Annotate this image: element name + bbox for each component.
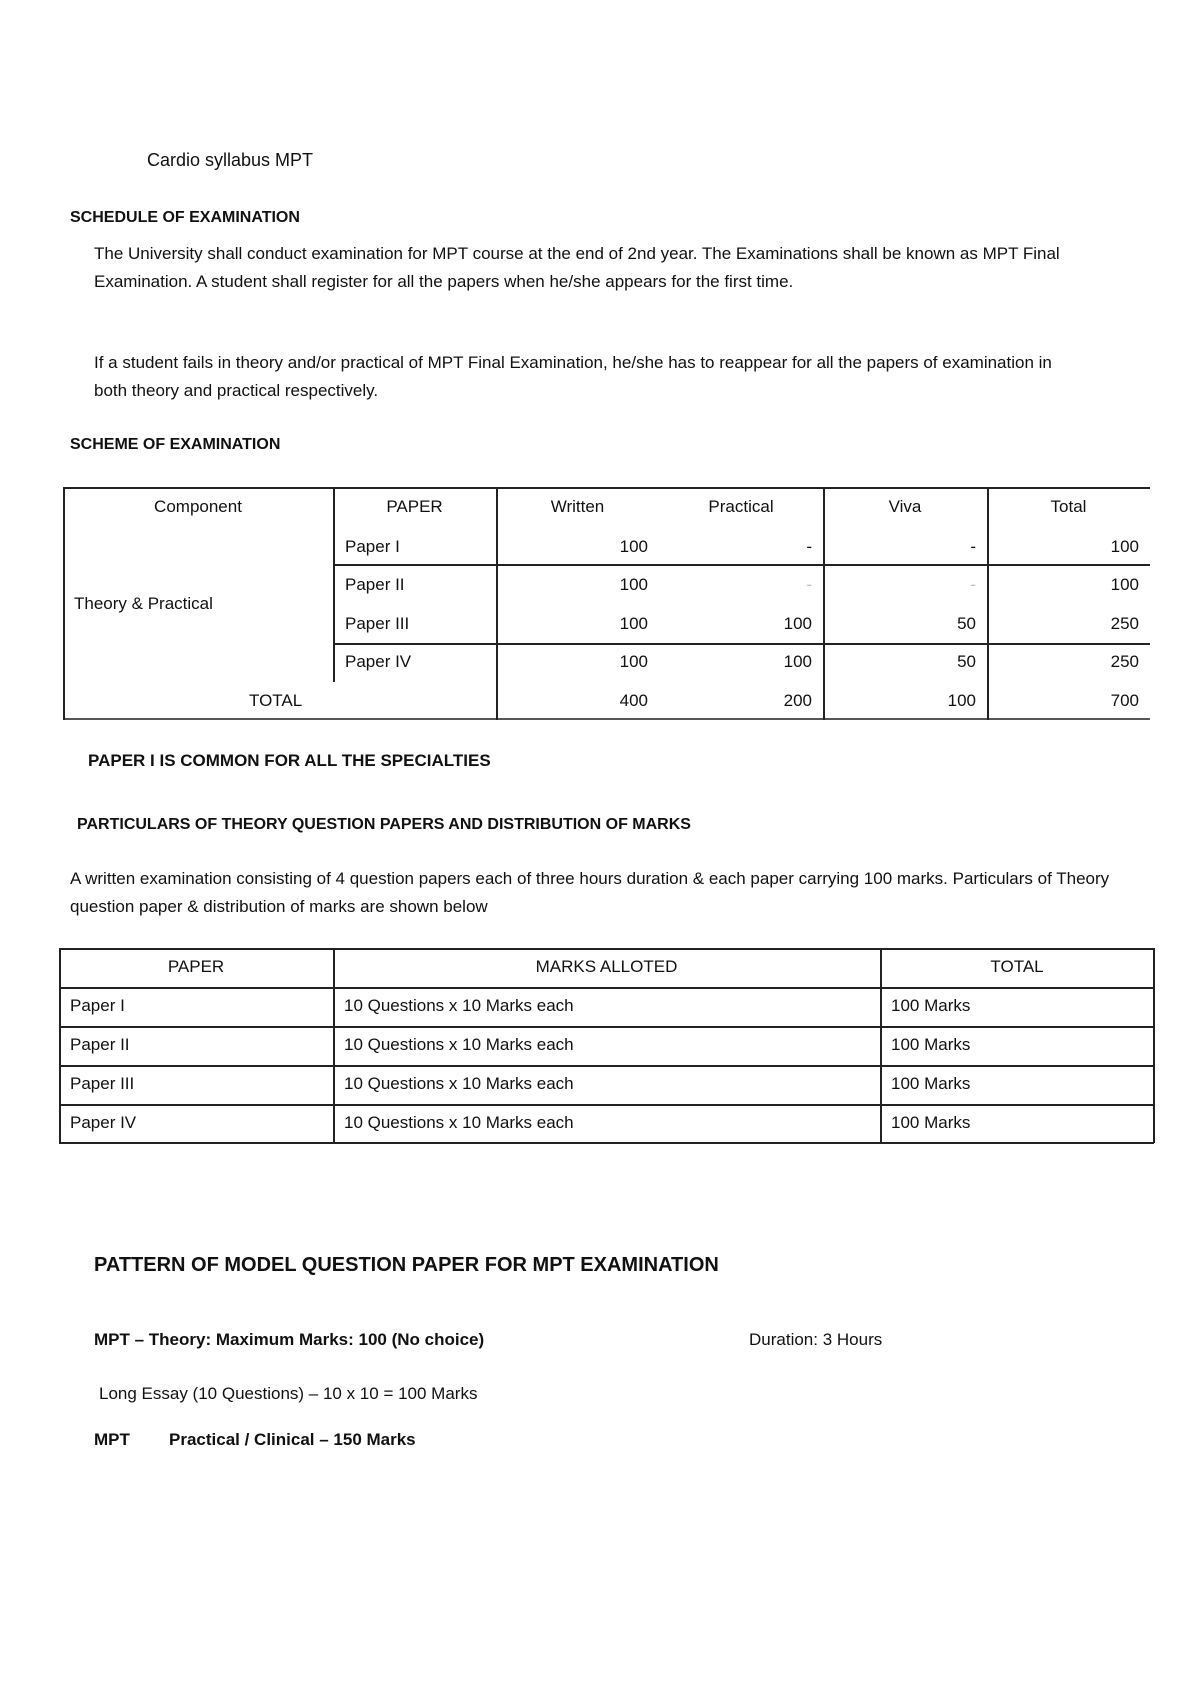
- total-total: 700: [1110, 691, 1139, 710]
- practical-cell: 100: [783, 614, 812, 633]
- table-border: [333, 564, 1150, 566]
- total-cell: 100 Marks: [891, 1035, 971, 1054]
- scheme-heading: SCHEME OF EXAMINATION: [70, 436, 281, 453]
- practical-cell: -: [806, 537, 812, 556]
- table-border: [59, 948, 61, 1143]
- total-cell: 250: [1110, 652, 1139, 671]
- header-total: Total: [1050, 497, 1087, 516]
- total-written: 400: [619, 691, 648, 710]
- total-cell: 100 Marks: [891, 996, 971, 1015]
- table-border: [987, 487, 989, 720]
- header-marks-alloted: MARKS ALLOTED: [535, 957, 678, 976]
- practical-cell: 100: [783, 652, 812, 671]
- viva-cell: 50: [957, 652, 976, 671]
- table-border: [333, 948, 335, 1143]
- schedule-heading: SCHEDULE OF EXAMINATION: [70, 209, 300, 226]
- theory-line: MPT – Theory: Maximum Marks: 100 (No choice): [94, 1330, 485, 1349]
- common-note: PAPER I IS COMMON FOR ALL THE SPECIALTIES: [88, 751, 491, 770]
- total-label: TOTAL: [249, 691, 303, 710]
- table-border: [59, 1104, 1154, 1106]
- header-viva: Viva: [888, 497, 922, 516]
- particulars-heading: PARTICULARS OF THEORY QUESTION PAPERS AND DISTRIBUTION OF MARKS: [77, 816, 691, 833]
- marks-cell: 10 Questions x 10 Marks each: [344, 1035, 574, 1054]
- schedule-paragraph-1: The University shall conduct examination for MPT course at the end of 2nd year. The Examinations shall be known as MPT Final Examination. A student shall register for all the papers when he/she appears for the first time.: [94, 244, 1060, 291]
- table-border: [59, 987, 1154, 989]
- table-border: [823, 487, 825, 720]
- table-border: [496, 487, 498, 720]
- paper-cell: Paper I: [345, 537, 400, 556]
- total-cell: 100 Marks: [891, 1074, 971, 1093]
- practical-line: Practical / Clinical – 150 Marks: [169, 1430, 416, 1449]
- paper-cell: Paper III: [345, 614, 410, 633]
- practical-cell: -: [806, 575, 812, 594]
- schedule-paragraph-2: If a student fails in theory and/or practical of MPT Final Examination, he/she has to reappear for all the papers of examination in both theory and practical respectively.: [94, 353, 1052, 400]
- viva-cell: -: [970, 537, 976, 556]
- total-practical: 200: [783, 691, 812, 710]
- header-paper: PAPER: [167, 957, 225, 976]
- table-border: [1153, 948, 1155, 1143]
- particulars-paragraph: A written examination consisting of 4 question papers each of three hours duration & each paper carrying 100 marks. Particulars of Theory question paper & distribution of marks are shown below: [70, 869, 1110, 916]
- written-cell: 100: [619, 652, 648, 671]
- pattern-heading: PATTERN OF MODEL QUESTION PAPER FOR MPT EXAMINATION: [94, 1254, 719, 1276]
- total-cell: 100: [1110, 575, 1139, 594]
- viva-cell: -: [970, 575, 976, 594]
- marks-cell: 10 Questions x 10 Marks each: [344, 1074, 574, 1093]
- header-component: Component: [154, 497, 242, 516]
- written-cell: 100: [619, 575, 648, 594]
- paper-cell: Paper IV: [345, 652, 412, 671]
- table-border: [59, 1142, 1154, 1144]
- viva-cell: 50: [957, 614, 976, 633]
- long-essay-line: Long Essay (10 Questions) – 10 x 10 = 100 Marks: [99, 1384, 478, 1403]
- total-cell: 250: [1110, 614, 1139, 633]
- table-border: [59, 1065, 1154, 1067]
- table-border: [333, 643, 1150, 645]
- total-viva: 100: [947, 691, 976, 710]
- paper-cell: Paper I: [70, 996, 125, 1015]
- paper-cell: Paper II: [70, 1035, 130, 1054]
- header-total: TOTAL: [990, 957, 1044, 976]
- paper-cell: Paper II: [345, 575, 405, 594]
- written-cell: 100: [619, 614, 648, 633]
- paper-cell: Paper III: [70, 1074, 135, 1093]
- marks-cell: 10 Questions x 10 Marks each: [344, 996, 574, 1015]
- component-cell: Theory & Practical: [74, 594, 213, 613]
- table-border: [63, 487, 65, 720]
- document-title: Cardio syllabus MPT: [147, 150, 314, 170]
- duration: Duration: 3 Hours: [749, 1330, 883, 1349]
- marks-cell: 10 Questions x 10 Marks each: [344, 1113, 574, 1132]
- table-border: [59, 1026, 1154, 1028]
- table-border: [59, 948, 1154, 950]
- paper-cell: Paper IV: [70, 1113, 137, 1132]
- practical-prefix: MPT: [94, 1430, 130, 1449]
- header-paper: PAPER: [386, 497, 443, 516]
- total-cell: 100: [1110, 537, 1139, 556]
- table-border: [880, 948, 882, 1143]
- total-cell: 100 Marks: [891, 1113, 971, 1132]
- header-written: Written: [550, 497, 605, 516]
- header-practical: Practical: [708, 497, 774, 516]
- written-cell: 100: [619, 537, 648, 556]
